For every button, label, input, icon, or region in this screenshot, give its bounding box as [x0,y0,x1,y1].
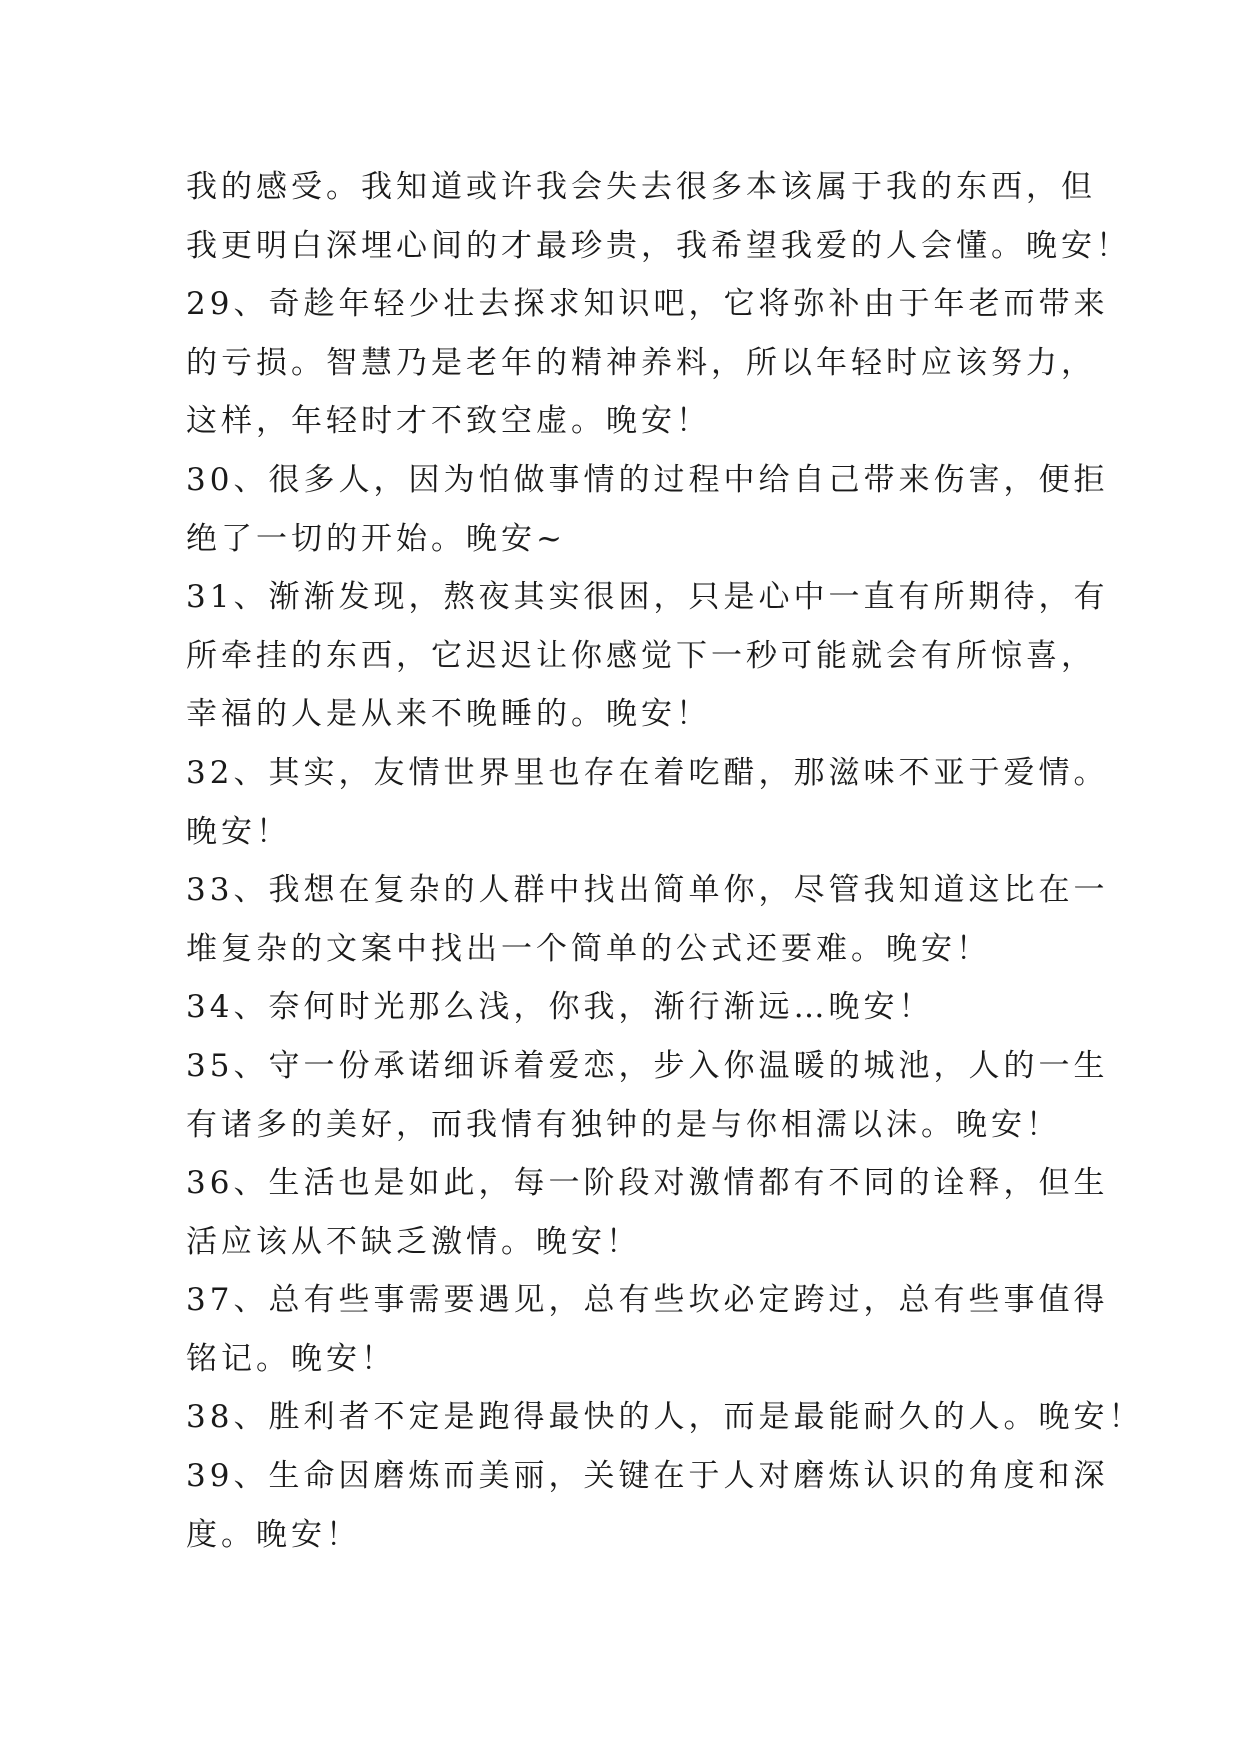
text-line: 的亏损。智慧乃是老年的精神养料，所以年轻时应该努力， [186,344,1096,381]
text-line: 39、生命因磨炼而美丽，关键在于人对磨炼认识的角度和深 [186,1458,1109,1495]
document-body [186,158,1144,1564]
text-line: 31、渐渐发现，熬夜其实很困，只是心中一直有所期待，有 [186,579,1109,616]
text-line: 这样，年轻时才不致空虚。晚安！ [186,403,711,440]
text-line: 37、总有些事需要遇见，总有些坎必定跨过，总有些事值得 [186,1282,1109,1319]
text-line: 36、生活也是如此，每一阶段对激情都有不同的诠释，但生 [186,1165,1109,1202]
text-line: 堆复杂的文案中找出一个简单的公式还要难。晚安！ [186,930,991,967]
text-line: 绝了一切的开始。晚安~ [186,520,566,557]
text-line: 晚安！ [186,813,291,850]
text-line: 32、其实，友情世界里也存在着吃醋，那滋味不亚于爱情。 [186,754,1109,791]
text-line: 幸福的人是从来不晚睡的。晚安！ [186,696,711,733]
text-line: 度。晚安！ [186,1516,361,1553]
text-line: 我的感受。我知道或许我会失去很多本该属于我的东西，但 [186,169,1096,205]
text-line: 所牵挂的东西，它迟迟让你感觉下一秒可能就会有所惊喜， [186,637,1096,674]
text-line: 30、很多人，因为怕做事情的过程中给自己带来伤害，便拒 [186,461,1109,498]
text-line: 29、奇趁年轻少壮去探求知识吧，它将弥补由于年老而带来 [186,286,1109,323]
text-line: 38、胜利者不定是跑得最快的人，而是最能耐久的人。晚安！ [186,1399,1144,1436]
text-line: 35、守一份承诺细诉着爱恋，步入你温暖的城池，人的一生 [186,1047,1109,1084]
text-line: 有诸多的美好，而我情有独钟的是与你相濡以沫。晚安！ [186,1106,1061,1143]
text-line: 铭记。晚安！ [186,1340,396,1377]
text-line: 活应该从不缺乏激情。晚安！ [186,1223,641,1260]
text-line: 33、我想在复杂的人群中找出简单你，尽管我知道这比在一 [186,872,1109,909]
text-line: 34、奈何时光那么浅，你我，渐行渐远…晚安！ [186,989,934,1026]
text-line: 我更明白深埋心间的才最珍贵，我希望我爱的人会懂。晚安！ [186,227,1131,264]
